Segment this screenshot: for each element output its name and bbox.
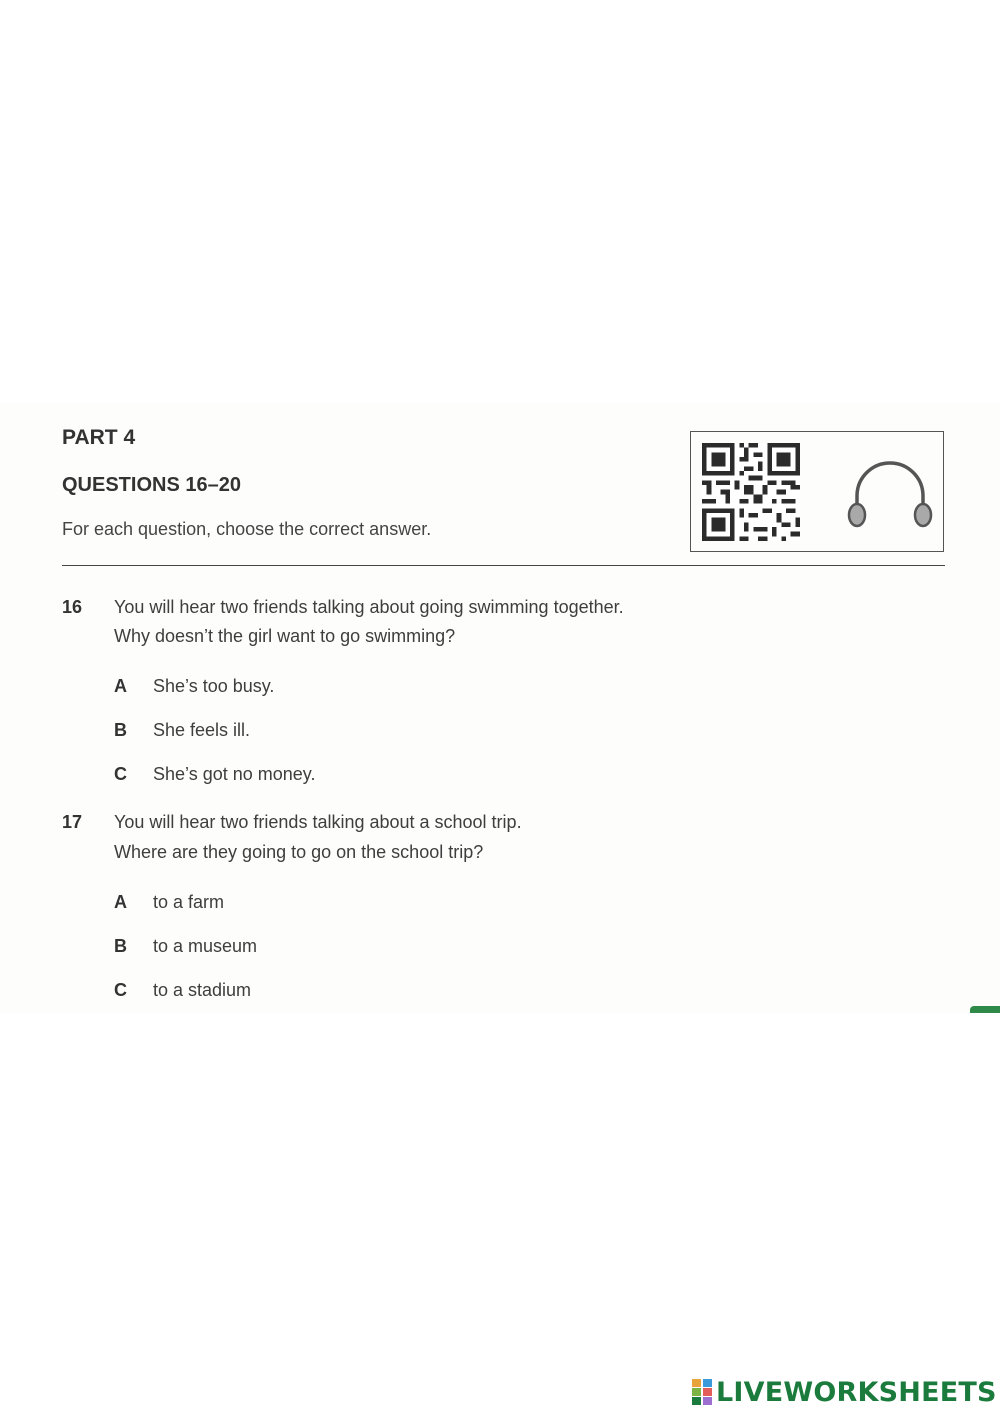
- question-number: 16: [62, 597, 83, 617]
- option-letter[interactable]: C: [114, 764, 127, 784]
- option-text[interactable]: She’s got no money.: [153, 764, 316, 784]
- option-text[interactable]: She feels ill.: [153, 720, 251, 740]
- qr-code-icon[interactable]: [702, 443, 800, 541]
- option-text[interactable]: She’s too busy.: [153, 676, 275, 696]
- brand-name: LIVEWORKSHEETS: [716, 1376, 997, 1408]
- side-tab: [970, 1006, 1000, 1013]
- option-text[interactable]: to a museum: [153, 936, 258, 956]
- question-prompt: Why doesn’t the girl want to go swimming?: [114, 626, 456, 646]
- questions-range-title: QUESTIONS 16–20: [62, 474, 241, 496]
- option-letter[interactable]: A: [114, 676, 127, 696]
- instruction-text: For each question, choose the correct answer.: [62, 519, 432, 539]
- question-context: You will hear two friends talking about a school trip.: [114, 812, 522, 832]
- option-letter[interactable]: B: [114, 936, 127, 956]
- liveworksheets-blocks-icon: [691, 1377, 713, 1407]
- liveworksheets-logo: [691, 1374, 997, 1410]
- option-letter[interactable]: A: [114, 892, 127, 912]
- section-divider: [62, 565, 945, 566]
- question-number: 17: [62, 812, 83, 832]
- audio-box[interactable]: [690, 431, 944, 552]
- option-text[interactable]: to a stadium: [153, 980, 252, 1000]
- option-text[interactable]: to a farm: [153, 892, 225, 912]
- option-letter[interactable]: C: [114, 980, 127, 1000]
- question-context: You will hear two friends talking about going swimming together.: [114, 597, 624, 617]
- option-letter[interactable]: B: [114, 720, 127, 740]
- question-prompt: Where are they going to go on the school trip?: [114, 842, 484, 862]
- part-title: PART 4: [62, 426, 136, 449]
- headphones-icon[interactable]: [845, 456, 935, 532]
